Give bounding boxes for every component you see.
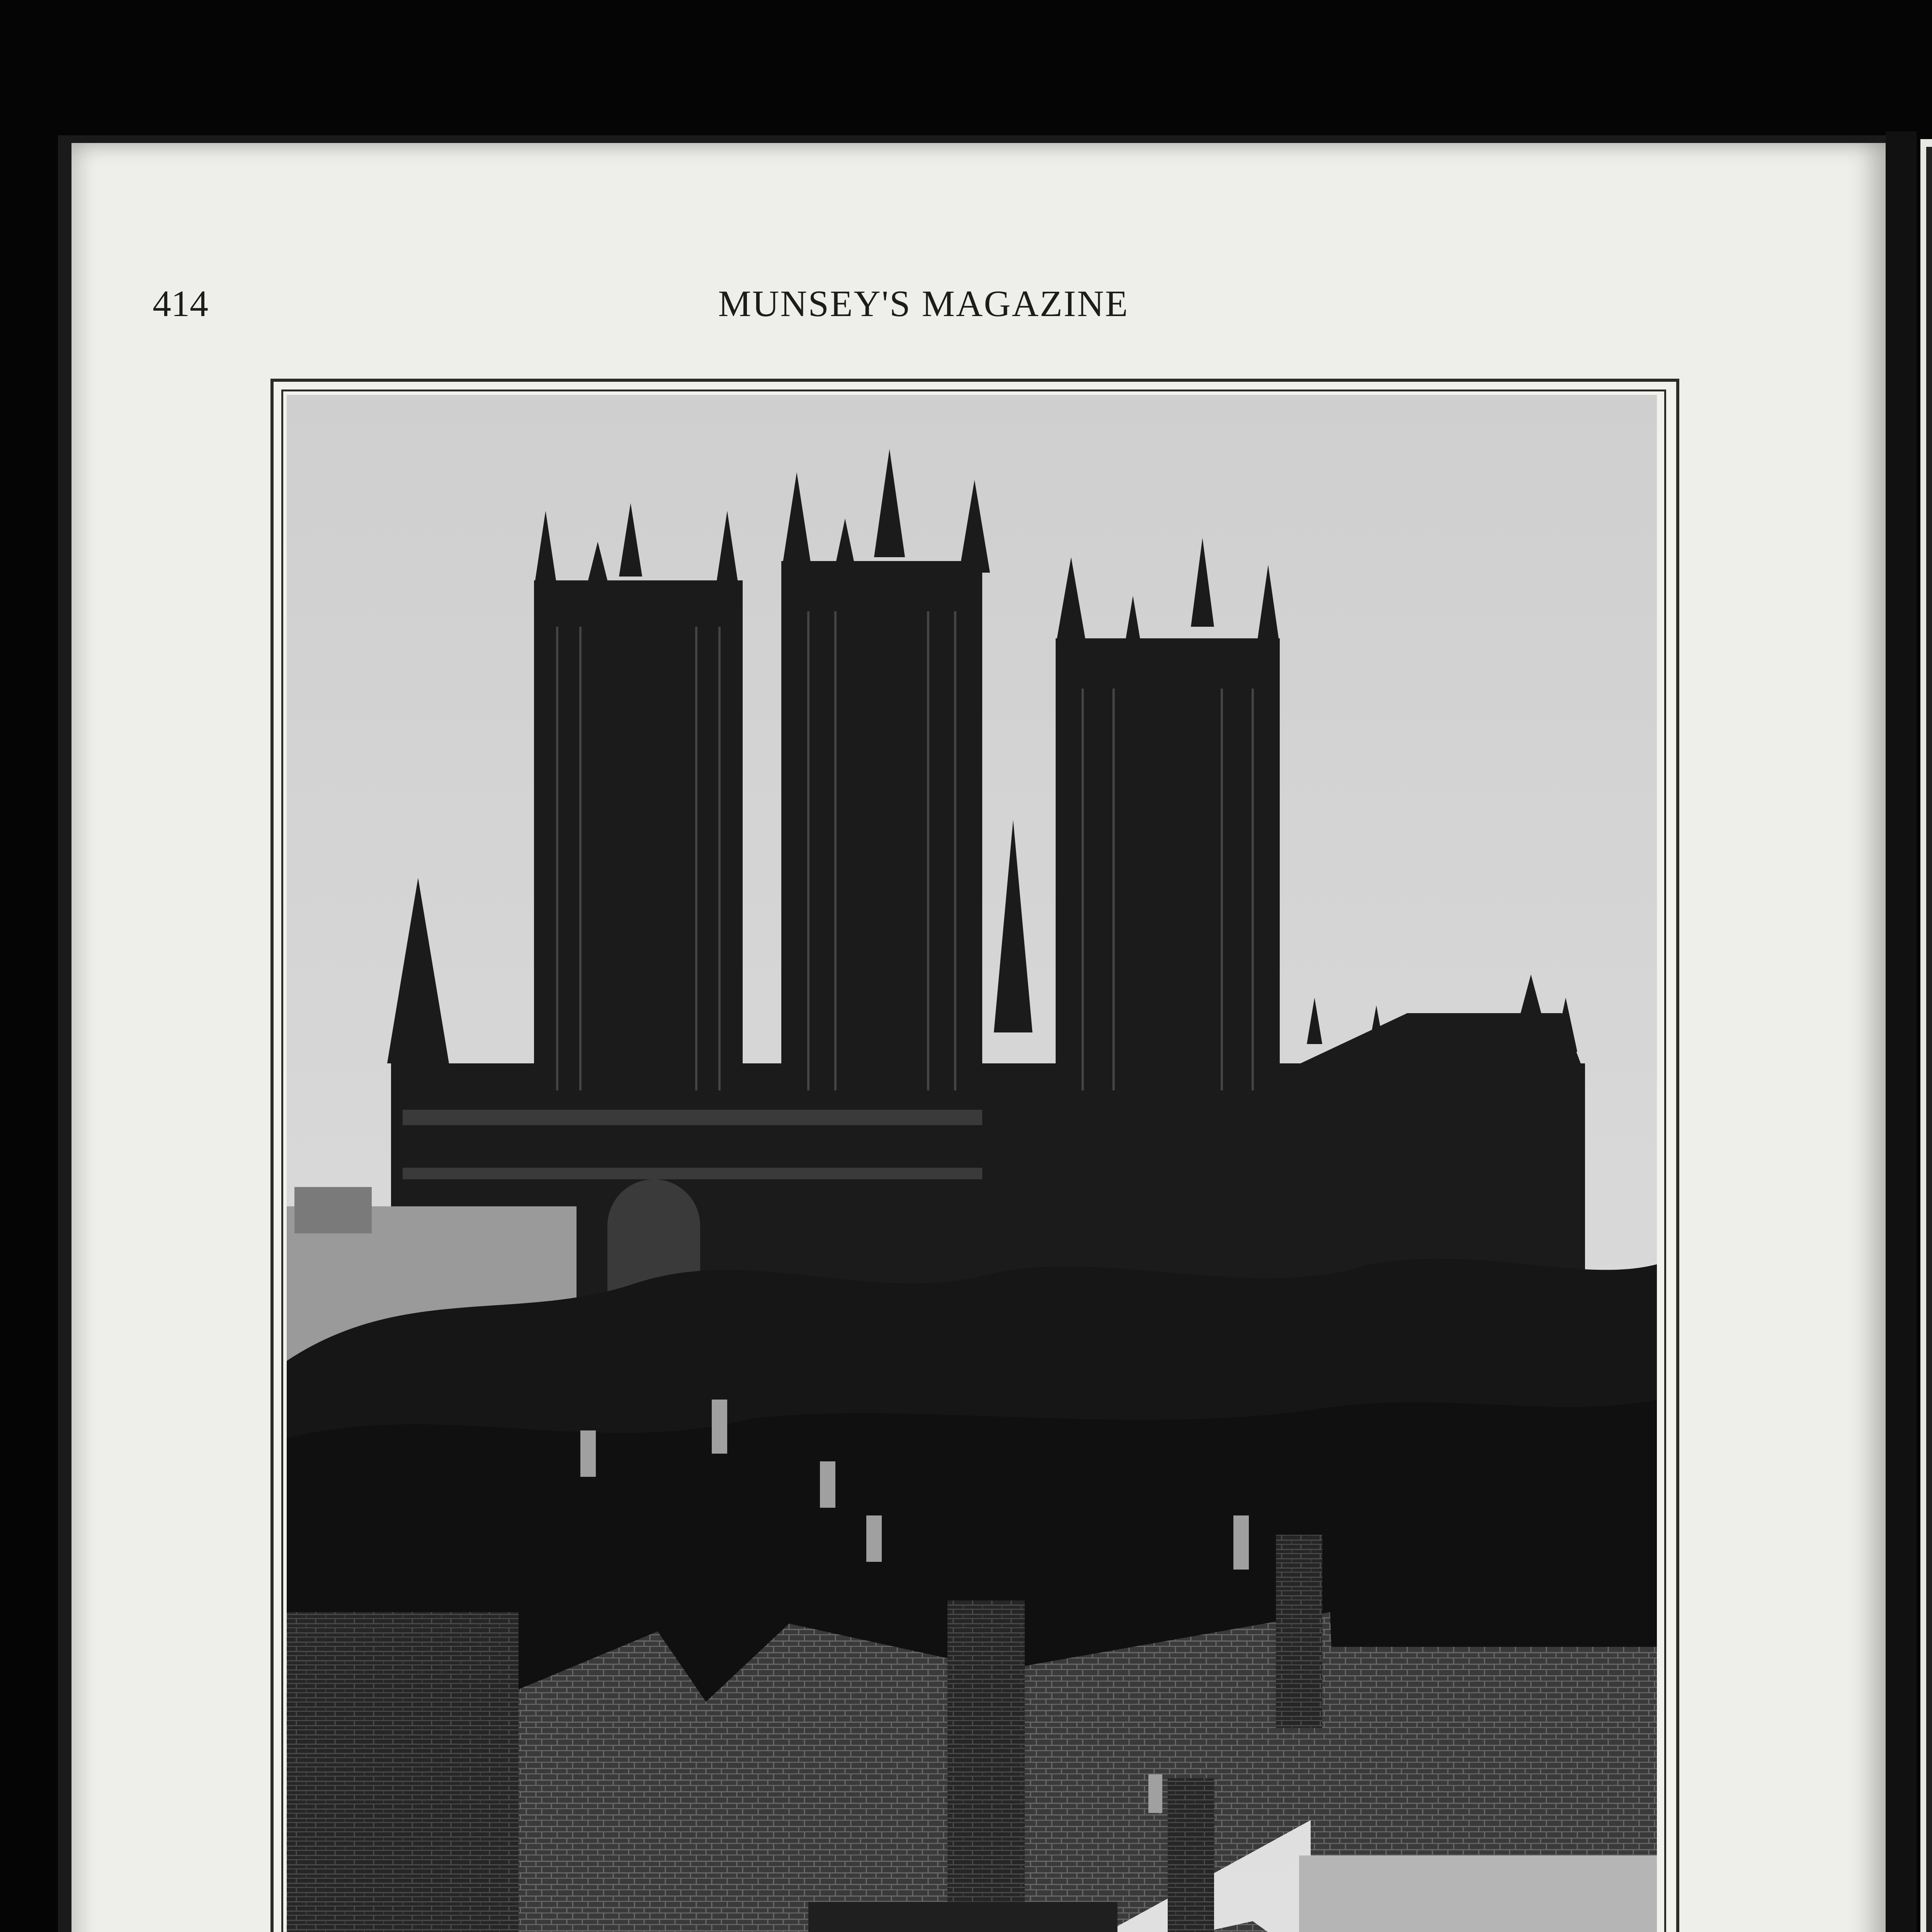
cathedral-photograph [287,395,1657,1932]
magazine-title: MUNSEY'S MAGAZINE [718,283,1129,324]
page-number: 414 [153,283,208,324]
running-header [153,282,1694,328]
book-gutter [1886,131,1917,1932]
facing-page-shadow [1926,147,1932,1932]
